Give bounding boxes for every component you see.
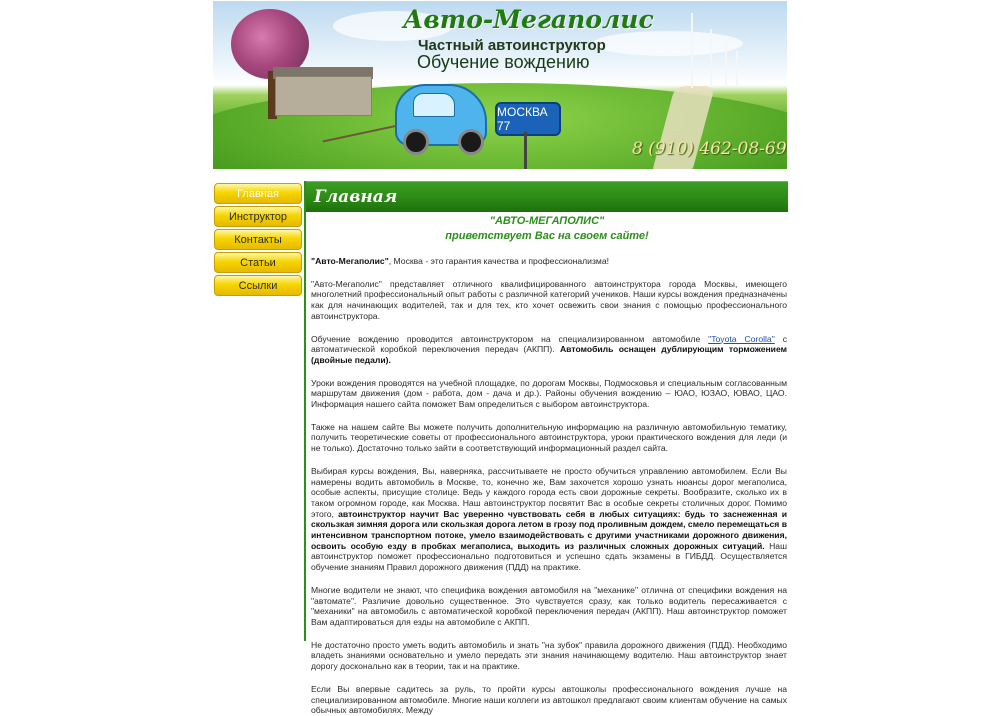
text-span: Наш автоинструктор поможет профессионально подготовиться и успешно сдать экзамены в ГИБДД. Осуществляется обучение знаниям Правил дорожного движения (ПДД) на практике.: [311, 540, 787, 573]
wheel-icon: [403, 129, 429, 155]
toyota-corolla-link[interactable]: "Toyota Corolla": [708, 333, 775, 344]
nav-item-links[interactable]: Ссылки: [214, 275, 302, 296]
site-logo-title: Авто-Мегаполис: [403, 5, 654, 34]
paragraph: Многие водители не знают, что специфика вождения автомобиля на "механике" отлична от специфики вождения на "автомате". Различие довольно существенное. Это чувствуется сразу, как только водитель пересаживается с "механики" на автомобиль с автоматической коробкой переключения передач (АКПП). Наш автоинструктор поможет Вам адаптироваться для езды на автомобиле с АКПП.: [311, 584, 787, 627]
text-span: Обучение вождению проводится автоинструктором на специализированном автомобиле: [311, 333, 709, 344]
text-span: , Москва - это гарантия качества и профессионализма!: [388, 256, 609, 266]
house-icon: [275, 76, 372, 116]
nav-item-home[interactable]: Главная: [214, 183, 302, 204]
paragraph: [311, 256, 787, 267]
site-tagline: Обучение вождению: [417, 52, 590, 72]
site-subtitle: Частный автоинструктор: [418, 37, 606, 54]
wind-turbine-icon: [710, 29, 712, 87]
paragraph: [311, 466, 787, 573]
paragraph: Также на нашем сайте Вы можете получить дополнительную информацию на различную автомобильную тематику, получить теоретические советы от профессионального автоинструктора, уроки практического вождения для леди (и не только). Достаточно только зайти в соответствующий информационный раздел сайта.: [311, 421, 787, 454]
nav-item-contacts[interactable]: Контакты: [214, 229, 302, 250]
cloud: [593, 31, 743, 56]
bold-text: автоинструктор научит Вас уверенно чувствовать себя в любых ситуациях: будь то заснеженная и скользкая зимняя дорога или скользкая дорога летом в грозу под проливным дождем, смело перемещаться в интенсивном транспортном потоке, умело взаимодействовать с другими участниками дорожного движения, освоить особую езду в пробках мегаполиса, выходить из различных сложных дорожных ситуаций.: [311, 508, 787, 551]
sidebar-nav: [214, 183, 302, 298]
wind-turbine-icon: [691, 13, 693, 88]
header-banner: [213, 1, 787, 169]
paragraph: Если Вы впервые садитесь за руль, то пройти курсы автошколы профессионального вождения лучше на специализированном автомобиле. Многие наши коллеги из автошкол предлагают своим клиентам обучение на самых обычных автомобилях. Между: [311, 683, 787, 716]
paragraph: [311, 334, 787, 366]
welcome-line-1: "АВТО-МЕГАПОЛИС": [489, 215, 605, 227]
moscow-sign: МОСКВА 77: [495, 102, 561, 136]
article-body: [306, 256, 787, 716]
nav-item-articles[interactable]: Статьи: [214, 252, 302, 273]
paragraph: Уроки вождения проводятся на учебной площадке, по дорогам Москвы, Подмосковья и специальным согласованным маршрутам движения (дом - работа, дом - дача и др.). Районы обучения вождению – ЮАО, ЮЗАО, ЮВАО, ЦАО. Информация нашего сайта поможет Вам определиться с выбором автоинструктора.: [311, 377, 787, 410]
text-span: Выбирая курсы вождения, Вы, наверняка, рассчитываете не просто обучиться управлению автомобилем. Если Вы намерены водить автомобиль в Москве, то, конечно же, Вам захочется хорошо узнать нюансы дорог мегаполиса, особые аспекты, присущие столице. Ведь у каждого города есть свои дорожные секреты. Вообразите, сколько их в таком огромном городе, как Москва. Наш автоинструктор посвятит Вас в особые секреты столичных дорог. Помимо этого,: [311, 465, 787, 519]
main-content: [304, 181, 788, 716]
wheel-icon: [458, 129, 484, 155]
brand-name: "Авто-Мегаполис": [311, 256, 389, 266]
phone-number: 8 (910) 462-08-69: [632, 139, 787, 159]
wind-turbine-icon: [725, 41, 727, 85]
page-header-bar: [306, 181, 788, 212]
paragraph: "Авто-Мегаполис" представляет отличного квалифицированного автоинструктора города Москвы, имеющего многолетний профессиональный опыт работы с различной категорий учеников. Наши курсы вождения предназначены как для начинающих водителей, так и для тех, кто хочет освежить свои знания с помощью профессионального автоинструктора.: [311, 278, 787, 321]
wind-turbine-icon: [736, 51, 738, 85]
text-span: с автоматической коробкой переключения передач (АКПП).: [311, 333, 787, 355]
car-window: [413, 93, 455, 117]
bold-text: Автомобиль оснащен дублирующим торможением (двойные педали).: [311, 344, 787, 365]
sign-post: [524, 132, 527, 169]
nav-item-instructor[interactable]: Инструктор: [214, 206, 302, 227]
paragraph: Не достаточно просто уметь водить автомобиль и знать "на зубок" правила дорожного движения (ПДД). Необходимо владеть знаниями основательно и умело передать эти знания начинающему водителю. Наш автоинструктор знает дорогу досконально как в теории, так и на практике.: [311, 639, 787, 672]
page-title: Главная: [314, 187, 398, 207]
welcome-line-2: приветствует Вас на своем сайте!: [445, 230, 649, 242]
